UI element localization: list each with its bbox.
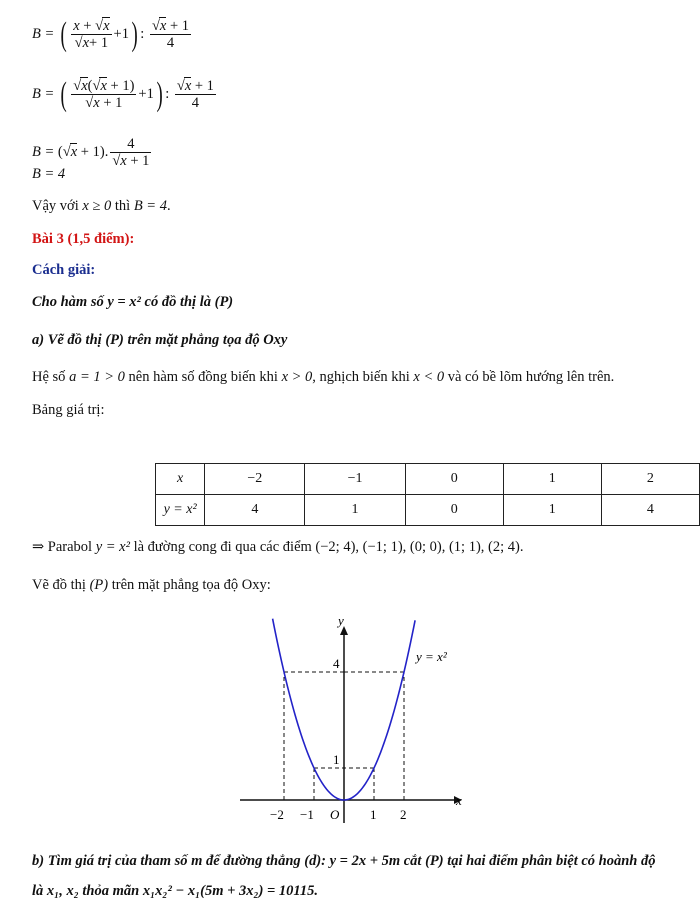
table-caption: Bảng giá trị: [32, 402, 105, 418]
part-b-condition: là x₁, x₂ thỏa mãn x₁x₂² − x₁(5m + 3x₂) = 10115. [32, 883, 318, 899]
table-row [156, 495, 700, 526]
implies-icon: ⇒ [32, 539, 45, 555]
parabola-line: ⇒ Parabol y = x² là đường cong đi qua các điểm (−2; 4), (−1; 1), (0; 0), (1; 1), (2; 4). [32, 539, 524, 555]
section-title: Bài 3 (1,5 điểm): [32, 231, 135, 247]
draw-instruction: Vẽ đồ thị (P) trên mặt phẳng tọa độ Oxy: [32, 577, 271, 593]
equation-b-step1: B = ( $\frac{x + √x}{√x+ 1}$ +1) : $\frac{√x + 1}{4}$ [32, 15, 190, 53]
table-cell: 2 [601, 464, 699, 495]
table-row [156, 464, 700, 495]
conclusion-line: Vậy với x ≥ 0 thì B = 4. [32, 198, 171, 214]
y-tick-label: 4 [333, 656, 340, 671]
table-cell: 4 [601, 495, 699, 526]
equation-b-step2: B = ( $\frac{√x(√x + 1)}{√x + 1}$ +1) : $\frac{√x + 1}{4}$ [32, 75, 214, 113]
x-axis-label: x [456, 793, 462, 808]
parabola-graph [232, 605, 472, 830]
table-cell: −2 [205, 464, 305, 495]
table-cell: 1 [305, 495, 405, 526]
table-cell: 0 [405, 495, 503, 526]
problem-statement: Cho hàm số y = x² có đồ thị là (P) [32, 294, 234, 310]
x-tick-label: −2 [270, 807, 284, 822]
table-head-x: x [156, 464, 205, 495]
part-b-heading: b) Tìm giá trị của tham số m để đường thẳng (d): y = 2x + 5m cắt (P) tại hai điểm phân biệt có hoành độ [32, 853, 656, 869]
origin-label: O [330, 807, 340, 822]
x-tick-label: −1 [300, 807, 314, 822]
value-table [155, 463, 700, 526]
table-cell: 4 [205, 495, 305, 526]
curve-label: y = x² [416, 649, 447, 664]
x-tick-label: 2 [400, 807, 407, 822]
y-axis-label: y [338, 613, 344, 628]
equation-b-step3: B = (√x + 1). $\frac{4}{√x + 1}$ [32, 136, 150, 169]
table-cell: −1 [305, 464, 405, 495]
y-tick-label: 1 [333, 752, 340, 767]
table-cell: 1 [503, 464, 601, 495]
table-cell: 0 [405, 464, 503, 495]
table-head-y: y = x² [156, 495, 205, 526]
method-title: Cách giải: [32, 262, 96, 278]
table-cell: 1 [503, 495, 601, 526]
x-tick-label: 1 [370, 807, 377, 822]
coefficient-line: Hệ số a = 1 > 0 nên hàm số đồng biến khi x > 0, nghịch biến khi x < 0 và có bề lõm hướng lên trên. [32, 369, 615, 385]
part-a-heading: a) Vẽ đồ thị (P) trên mặt phẳng tọa độ Oxy [32, 332, 288, 348]
equation-b-result: B = 4 [32, 166, 66, 182]
